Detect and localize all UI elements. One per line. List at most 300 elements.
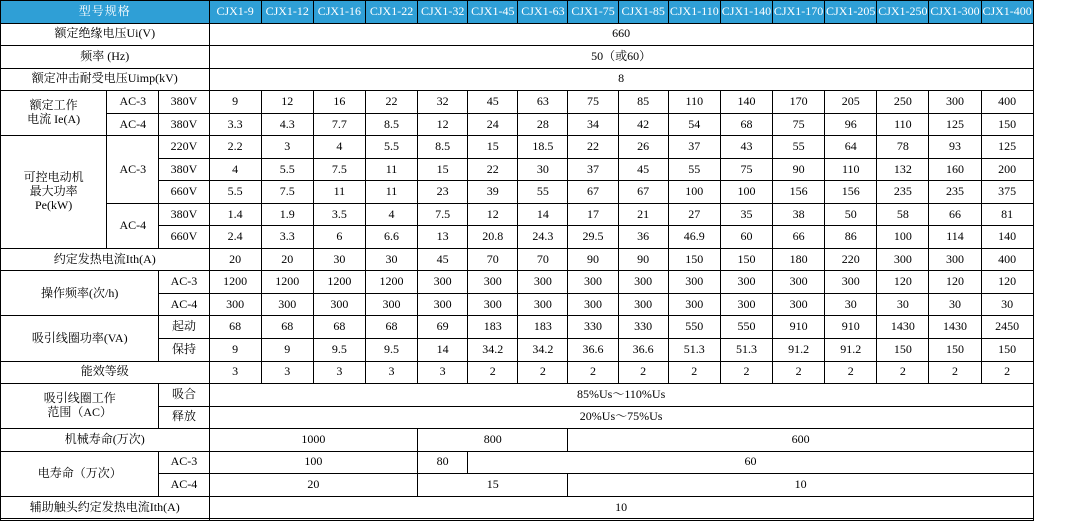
cell-opfreq-ac4-15: 30 — [981, 293, 1033, 316]
cell-ith-8: 90 — [618, 248, 668, 271]
cell-opfreq-ac4-4: 300 — [418, 293, 468, 316]
label-electrical-life: 电寿命（万次） — [1, 451, 159, 496]
cell-pe-ac4-660-1: 3.3 — [261, 226, 313, 249]
row-pe-ac3-220 — [1, 136, 1084, 159]
table-header-row — [1, 1, 1084, 24]
cell-opfreq-ac3-3: 1200 — [365, 271, 417, 294]
cell-opfreq-ac4-0: 300 — [209, 293, 261, 316]
cell-opfreq-ac3-11: 300 — [773, 271, 825, 294]
value-frequency: 50（或60） — [209, 46, 1033, 69]
cell-eff-10: 2 — [720, 361, 772, 384]
cell-coilstart-1: 68 — [261, 316, 313, 339]
cell-pe-ac3-220-5: 15 — [468, 136, 518, 159]
cell-ie-ac3-1: 12 — [261, 91, 313, 114]
cell-eff-15: 2 — [981, 361, 1033, 384]
row-pe-ac3-380 — [1, 158, 1084, 181]
row-pe-ac3-660 — [1, 181, 1084, 204]
cell-coilhold-6: 34.2 — [518, 338, 568, 361]
cell-pe-ac4-660-0: 2.4 — [209, 226, 261, 249]
cell-ie-ac3-14: 300 — [929, 91, 981, 114]
cell-pe-ac4-660-8: 36 — [618, 226, 668, 249]
cell-coilstart-13: 1430 — [877, 316, 929, 339]
cell-pe-ac3-380-8: 45 — [618, 158, 668, 181]
cell-coilhold-4: 14 — [418, 338, 468, 361]
cell-pe-ac3-660-2: 11 — [313, 181, 365, 204]
coil-power-hold-name: 保持 — [159, 338, 209, 361]
cell-pe-ac3-220-12: 64 — [825, 136, 877, 159]
cell-coilhold-12: 91.2 — [825, 338, 877, 361]
cell-eff-5: 2 — [468, 361, 518, 384]
cell-pe-ac4-380-3: 4 — [365, 203, 417, 226]
cell-coilstart-7: 330 — [568, 316, 618, 339]
cell-pe-ac3-660-14: 235 — [929, 181, 981, 204]
label-impulse-voltage: 额定冲击耐受电压Uimp(kV) — [1, 68, 210, 91]
header-model-5: CJX1-45 — [468, 1, 518, 24]
cell-pe-ac4-660-4: 13 — [418, 226, 468, 249]
coil-range-pickup-name: 吸合 — [159, 384, 209, 407]
label-coil-power: 吸引线圈功率(VA) — [1, 316, 159, 361]
header-model-12: CJX1-205 — [825, 1, 877, 24]
cell-pe-ac4-380-6: 14 — [518, 203, 568, 226]
cell-ith-5: 70 — [468, 248, 518, 271]
cell-pe-ac4-660-14: 114 — [929, 226, 981, 249]
cell-coilhold-3: 9.5 — [365, 338, 417, 361]
cell-ie-ac4-11: 75 — [773, 113, 825, 136]
label-trailing-empty — [1, 519, 210, 521]
cell-mech-life-0: 1000 — [209, 429, 418, 452]
pe-ac3-type: AC-3 — [107, 136, 159, 204]
header-model-1: CJX1-12 — [261, 1, 313, 24]
cell-pe-ac3-380-13: 132 — [877, 158, 929, 181]
header-model-spec: 型号规格 — [1, 1, 210, 24]
cell-ith-4: 45 — [418, 248, 468, 271]
cell-pe-ac3-660-3: 11 — [365, 181, 417, 204]
cell-pe-ac3-380-7: 37 — [568, 158, 618, 181]
cell-coilstart-6: 183 — [518, 316, 568, 339]
cell-eff-9: 2 — [668, 361, 720, 384]
cell-opfreq-ac4-2: 300 — [313, 293, 365, 316]
row-operating-frequency-ac4 — [1, 293, 1084, 316]
cell-opfreq-ac4-5: 300 — [468, 293, 518, 316]
cell-elec-life-ac3-2: 60 — [468, 451, 1033, 474]
cell-eff-7: 2 — [568, 361, 618, 384]
cell-pe-ac3-660-4: 23 — [418, 181, 468, 204]
cell-ie-ac4-5: 24 — [468, 113, 518, 136]
header-model-9: CJX1-110 — [668, 1, 720, 24]
cell-opfreq-ac4-11: 300 — [773, 293, 825, 316]
cell-elec-life-ac4-2: 10 — [568, 474, 1033, 497]
cell-coilhold-0: 9 — [209, 338, 261, 361]
row-rated-insulation-voltage — [1, 23, 1084, 46]
cell-coilhold-2: 9.5 — [313, 338, 365, 361]
cell-ie-ac4-6: 28 — [518, 113, 568, 136]
header-model-13: CJX1-250 — [877, 1, 929, 24]
cell-opfreq-ac3-10: 300 — [720, 271, 772, 294]
cell-ie-ac4-2: 7.7 — [313, 113, 365, 136]
row-efficiency-grade — [1, 361, 1084, 384]
cell-elec-life-ac4-0: 20 — [209, 474, 418, 497]
cell-opfreq-ac4-14: 30 — [929, 293, 981, 316]
cell-pe-ac3-380-12: 110 — [825, 158, 877, 181]
cell-mech-life-1: 800 — [418, 429, 568, 452]
cell-ie-ac4-10: 68 — [720, 113, 772, 136]
cell-coilhold-11: 91.2 — [773, 338, 825, 361]
cell-pe-ac4-380-2: 3.5 — [313, 203, 365, 226]
cell-ith-9: 150 — [668, 248, 720, 271]
cell-opfreq-ac3-8: 300 — [618, 271, 668, 294]
header-model-0: CJX1-9 — [209, 1, 261, 24]
cell-pe-ac4-660-3: 6.6 — [365, 226, 417, 249]
cell-pe-ac3-220-13: 78 — [877, 136, 929, 159]
cell-pe-ac4-380-1: 1.9 — [261, 203, 313, 226]
pe-ac4-380-voltage: 380V — [159, 203, 209, 226]
cell-pe-ac4-380-0: 1.4 — [209, 203, 261, 226]
row-coil-power-start — [1, 316, 1084, 339]
cell-eff-6: 2 — [518, 361, 568, 384]
cell-coilhold-14: 150 — [929, 338, 981, 361]
cell-eff-11: 2 — [773, 361, 825, 384]
rated-current-ac3-type: AC-3 — [107, 91, 159, 114]
cell-ith-3: 30 — [365, 248, 417, 271]
label-operating-frequency: 操作频率(次/h) — [1, 271, 159, 316]
cell-coilstart-4: 69 — [418, 316, 468, 339]
cell-opfreq-ac3-0: 1200 — [209, 271, 261, 294]
cell-ie-ac4-3: 8.5 — [365, 113, 417, 136]
cell-eff-13: 2 — [877, 361, 929, 384]
cell-pe-ac4-380-7: 17 — [568, 203, 618, 226]
electrical-life-ac4-type: AC-4 — [159, 474, 209, 497]
label-rated-current-line1: 额定工作 — [29, 98, 78, 113]
label-coil-operating-range-line2: 范围（AC） — [47, 405, 113, 420]
cell-pe-ac4-380-13: 58 — [877, 203, 929, 226]
electrical-life-ac3-type: AC-3 — [159, 451, 209, 474]
cell-coilstart-8: 330 — [618, 316, 668, 339]
coil-range-pickup-value: 85%Us～110%Us — [209, 384, 1033, 407]
cell-coilhold-7: 36.6 — [568, 338, 618, 361]
cell-opfreq-ac3-13: 120 — [877, 271, 929, 294]
cell-eff-2: 3 — [313, 361, 365, 384]
cell-ie-ac3-10: 140 — [720, 91, 772, 114]
cell-opfreq-ac3-15: 120 — [981, 271, 1033, 294]
cell-pe-ac4-660-5: 20.8 — [468, 226, 518, 249]
cell-coilstart-10: 550 — [720, 316, 772, 339]
cell-opfreq-ac4-3: 300 — [365, 293, 417, 316]
cell-ie-ac3-2: 16 — [313, 91, 365, 114]
cell-opfreq-ac3-7: 300 — [568, 271, 618, 294]
cell-pe-ac4-380-14: 66 — [929, 203, 981, 226]
cell-ie-ac4-15: 150 — [981, 113, 1033, 136]
cell-coilhold-10: 51.3 — [720, 338, 772, 361]
cell-pe-ac4-660-10: 60 — [720, 226, 772, 249]
label-aux-thermal-current: 辅助触头约定发热电流Ith(A) — [1, 496, 210, 519]
cell-ie-ac3-13: 250 — [877, 91, 929, 114]
cell-opfreq-ac4-9: 300 — [668, 293, 720, 316]
header-model-8: CJX1-85 — [618, 1, 668, 24]
cell-opfreq-ac3-5: 300 — [468, 271, 518, 294]
cell-pe-ac4-380-5: 12 — [468, 203, 518, 226]
label-rated-current-line2: 电流 Ie(A) — [27, 112, 81, 127]
cell-pe-ac3-380-15: 200 — [981, 158, 1033, 181]
cell-ie-ac4-12: 96 — [825, 113, 877, 136]
cell-pe-ac3-220-9: 37 — [668, 136, 720, 159]
cell-opfreq-ac3-4: 300 — [418, 271, 468, 294]
cell-pe-ac4-660-7: 29.5 — [568, 226, 618, 249]
row-electrical-life-ac4 — [1, 474, 1084, 497]
cell-pe-ac3-220-10: 43 — [720, 136, 772, 159]
label-rated-current — [1, 91, 107, 136]
value-aux-thermal-current: 10 — [209, 496, 1033, 519]
value-impulse-voltage: 8 — [209, 68, 1033, 91]
cell-pe-ac4-380-8: 21 — [618, 203, 668, 226]
cell-pe-ac3-380-3: 11 — [365, 158, 417, 181]
header-model-7: CJX1-75 — [568, 1, 618, 24]
row-operating-frequency-ac3 — [1, 271, 1084, 294]
header-model-6: CJX1-63 — [518, 1, 568, 24]
cell-pe-ac3-220-6: 18.5 — [518, 136, 568, 159]
cell-pe-ac4-380-10: 35 — [720, 203, 772, 226]
cell-coilhold-13: 150 — [877, 338, 929, 361]
rated-current-ac4-type: AC-4 — [107, 113, 159, 136]
label-max-motor-power — [1, 136, 107, 249]
cell-pe-ac3-220-15: 125 — [981, 136, 1033, 159]
cell-opfreq-ac4-13: 30 — [877, 293, 929, 316]
cell-pe-ac3-220-3: 5.5 — [365, 136, 417, 159]
cell-coilhold-5: 34.2 — [468, 338, 518, 361]
cell-elec-life-ac3-0: 100 — [209, 451, 418, 474]
cell-pe-ac3-660-0: 5.5 — [209, 181, 261, 204]
label-frequency: 频率 (Hz) — [1, 46, 210, 69]
cell-coilstart-15: 2450 — [981, 316, 1033, 339]
cell-ith-1: 20 — [261, 248, 313, 271]
cell-ie-ac3-5: 45 — [468, 91, 518, 114]
cell-pe-ac3-660-8: 67 — [618, 181, 668, 204]
cell-ith-15: 400 — [981, 248, 1033, 271]
cell-ith-12: 220 — [825, 248, 877, 271]
cell-eff-0: 3 — [209, 361, 261, 384]
coil-power-start-name: 起动 — [159, 316, 209, 339]
cell-ie-ac3-11: 170 — [773, 91, 825, 114]
cell-pe-ac3-380-2: 7.5 — [313, 158, 365, 181]
cell-pe-ac4-380-11: 38 — [773, 203, 825, 226]
coil-range-release-name: 释放 — [159, 406, 209, 429]
cell-ith-14: 300 — [929, 248, 981, 271]
cell-pe-ac4-660-6: 24.3 — [518, 226, 568, 249]
label-conventional-thermal-current: 约定发热电流Ith(A) — [1, 248, 210, 271]
cell-ith-6: 70 — [518, 248, 568, 271]
cell-pe-ac3-380-4: 15 — [418, 158, 468, 181]
row-pe-ac4-660 — [1, 226, 1084, 249]
row-conventional-thermal-current — [1, 248, 1084, 271]
cell-pe-ac3-380-5: 22 — [468, 158, 518, 181]
cell-pe-ac3-220-4: 8.5 — [418, 136, 468, 159]
cell-pe-ac3-660-15: 375 — [981, 181, 1033, 204]
operating-frequency-ac3-type: AC-3 — [159, 271, 209, 294]
cell-pe-ac3-660-11: 156 — [773, 181, 825, 204]
cell-pe-ac3-380-9: 55 — [668, 158, 720, 181]
cell-eff-4: 3 — [418, 361, 468, 384]
label-max-motor-power-line2: 最大功率 — [29, 184, 78, 199]
cell-opfreq-ac3-6: 300 — [518, 271, 568, 294]
cell-pe-ac4-380-4: 7.5 — [418, 203, 468, 226]
cell-opfreq-ac4-1: 300 — [261, 293, 313, 316]
cell-ith-0: 20 — [209, 248, 261, 271]
cell-ith-7: 90 — [568, 248, 618, 271]
cell-pe-ac3-220-11: 55 — [773, 136, 825, 159]
cell-ith-13: 300 — [877, 248, 929, 271]
cell-pe-ac3-220-8: 26 — [618, 136, 668, 159]
cell-pe-ac3-220-14: 93 — [929, 136, 981, 159]
cell-ie-ac3-0: 9 — [209, 91, 261, 114]
cell-eff-12: 2 — [825, 361, 877, 384]
cell-coilhold-9: 51.3 — [668, 338, 720, 361]
label-max-motor-power-line3: Pe(kW) — [34, 197, 73, 212]
cell-pe-ac4-380-9: 27 — [668, 203, 720, 226]
label-max-motor-power-line1: 可控电动机 — [23, 170, 84, 185]
cell-pe-ac3-660-9: 100 — [668, 181, 720, 204]
cell-eff-3: 3 — [365, 361, 417, 384]
pe-ac4-660-voltage: 660V — [159, 226, 209, 249]
label-rated-insulation-voltage: 额定绝缘电压Ui(V) — [1, 23, 210, 46]
cell-pe-ac3-660-5: 39 — [468, 181, 518, 204]
cell-pe-ac4-660-11: 66 — [773, 226, 825, 249]
cell-ie-ac4-13: 110 — [877, 113, 929, 136]
row-coil-range-pickup — [1, 384, 1084, 407]
header-model-14: CJX1-300 — [929, 1, 981, 24]
row-impulse-voltage — [1, 68, 1084, 91]
row-mechanical-life — [1, 429, 1084, 452]
operating-frequency-ac4-type: AC-4 — [159, 293, 209, 316]
row-pe-ac4-380 — [1, 203, 1084, 226]
cell-pe-ac4-660-15: 140 — [981, 226, 1033, 249]
cell-pe-ac4-380-12: 50 — [825, 203, 877, 226]
label-coil-operating-range-line1: 吸引线圈工作 — [43, 391, 116, 406]
cell-coilstart-14: 1430 — [929, 316, 981, 339]
cell-ie-ac4-9: 54 — [668, 113, 720, 136]
cell-coilstart-3: 68 — [365, 316, 417, 339]
cell-ie-ac4-1: 4.3 — [261, 113, 313, 136]
cell-opfreq-ac4-10: 300 — [720, 293, 772, 316]
cell-ie-ac3-15: 400 — [981, 91, 1033, 114]
cell-pe-ac3-380-0: 4 — [209, 158, 261, 181]
cell-pe-ac3-380-14: 160 — [929, 158, 981, 181]
header-model-11: CJX1-170 — [773, 1, 825, 24]
value-rated-insulation-voltage: 660 — [209, 23, 1033, 46]
row-trailing-empty — [1, 519, 1084, 521]
row-rated-current-ac4 — [1, 113, 1084, 136]
cell-pe-ac4-380-15: 81 — [981, 203, 1033, 226]
label-mechanical-life: 机械寿命(万次) — [1, 429, 210, 452]
pe-ac3-380-voltage: 380V — [159, 158, 209, 181]
row-aux-thermal-current — [1, 496, 1084, 519]
cell-pe-ac3-380-11: 90 — [773, 158, 825, 181]
cell-pe-ac3-380-6: 30 — [518, 158, 568, 181]
rated-current-ac3-voltage: 380V — [159, 91, 209, 114]
cell-opfreq-ac4-8: 300 — [618, 293, 668, 316]
cell-pe-ac3-660-6: 55 — [518, 181, 568, 204]
cell-coilstart-5: 183 — [468, 316, 518, 339]
pe-ac3-660-voltage: 660V — [159, 181, 209, 204]
cell-mech-life-2: 600 — [568, 429, 1033, 452]
cell-elec-life-ac3-1: 80 — [418, 451, 468, 474]
cell-pe-ac3-380-1: 5.5 — [261, 158, 313, 181]
cell-ie-ac4-0: 3.3 — [209, 113, 261, 136]
cell-opfreq-ac3-1: 1200 — [261, 271, 313, 294]
cell-ie-ac3-8: 85 — [618, 91, 668, 114]
cell-coilhold-15: 150 — [981, 338, 1033, 361]
header-model-10: CJX1-140 — [720, 1, 772, 24]
label-coil-operating-range — [1, 384, 159, 429]
cell-pe-ac3-660-7: 67 — [568, 181, 618, 204]
pe-ac3-220-voltage: 220V — [159, 136, 209, 159]
cell-ie-ac3-7: 75 — [568, 91, 618, 114]
cell-ie-ac3-6: 63 — [518, 91, 568, 114]
cell-opfreq-ac3-2: 1200 — [313, 271, 365, 294]
cell-ith-2: 30 — [313, 248, 365, 271]
cell-opfreq-ac4-12: 30 — [825, 293, 877, 316]
header-model-4: CJX1-32 — [418, 1, 468, 24]
cell-ie-ac3-12: 205 — [825, 91, 877, 114]
cell-ie-ac4-7: 34 — [568, 113, 618, 136]
cell-opfreq-ac3-12: 300 — [825, 271, 877, 294]
value-trailing-empty — [209, 519, 1033, 521]
cell-opfreq-ac4-6: 300 — [518, 293, 568, 316]
header-model-15: CJX1-400 — [981, 1, 1033, 24]
cell-coilhold-1: 9 — [261, 338, 313, 361]
cell-ie-ac4-4: 12 — [418, 113, 468, 136]
header-model-3: CJX1-22 — [365, 1, 417, 24]
row-coil-range-release — [1, 406, 1084, 429]
cell-pe-ac3-660-1: 7.5 — [261, 181, 313, 204]
cell-coilstart-9: 550 — [668, 316, 720, 339]
cell-coilhold-8: 36.6 — [618, 338, 668, 361]
cell-pe-ac3-380-10: 75 — [720, 158, 772, 181]
cell-pe-ac4-660-2: 6 — [313, 226, 365, 249]
row-frequency — [1, 46, 1084, 69]
label-efficiency-grade: 能效等级 — [1, 361, 210, 384]
cell-pe-ac3-220-0: 2.2 — [209, 136, 261, 159]
row-electrical-life-ac3 — [1, 451, 1084, 474]
cell-opfreq-ac3-9: 300 — [668, 271, 720, 294]
rated-current-ac4-voltage: 380V — [159, 113, 209, 136]
cell-pe-ac4-660-9: 46.9 — [668, 226, 720, 249]
cell-eff-14: 2 — [929, 361, 981, 384]
cell-coilstart-11: 910 — [773, 316, 825, 339]
row-coil-power-hold — [1, 338, 1084, 361]
cell-coilstart-0: 68 — [209, 316, 261, 339]
cell-ie-ac3-9: 110 — [668, 91, 720, 114]
cell-pe-ac4-660-13: 100 — [877, 226, 929, 249]
cell-coilstart-2: 68 — [313, 316, 365, 339]
cell-ith-11: 180 — [773, 248, 825, 271]
cell-eff-1: 3 — [261, 361, 313, 384]
cell-pe-ac3-660-10: 100 — [720, 181, 772, 204]
pe-ac4-type: AC-4 — [107, 203, 159, 248]
cell-eff-8: 2 — [618, 361, 668, 384]
cell-ie-ac4-14: 125 — [929, 113, 981, 136]
cell-coilstart-12: 910 — [825, 316, 877, 339]
cell-pe-ac3-660-12: 156 — [825, 181, 877, 204]
cell-pe-ac3-660-13: 235 — [877, 181, 929, 204]
cell-ie-ac4-8: 42 — [618, 113, 668, 136]
cell-pe-ac3-220-2: 4 — [313, 136, 365, 159]
cell-pe-ac3-220-7: 22 — [568, 136, 618, 159]
cell-ith-10: 150 — [720, 248, 772, 271]
cell-pe-ac3-220-1: 3 — [261, 136, 313, 159]
cell-ie-ac3-3: 22 — [365, 91, 417, 114]
cell-ie-ac3-4: 32 — [418, 91, 468, 114]
row-rated-current-ac3 — [1, 91, 1084, 114]
coil-range-release-value: 20%Us～75%Us — [209, 406, 1033, 429]
